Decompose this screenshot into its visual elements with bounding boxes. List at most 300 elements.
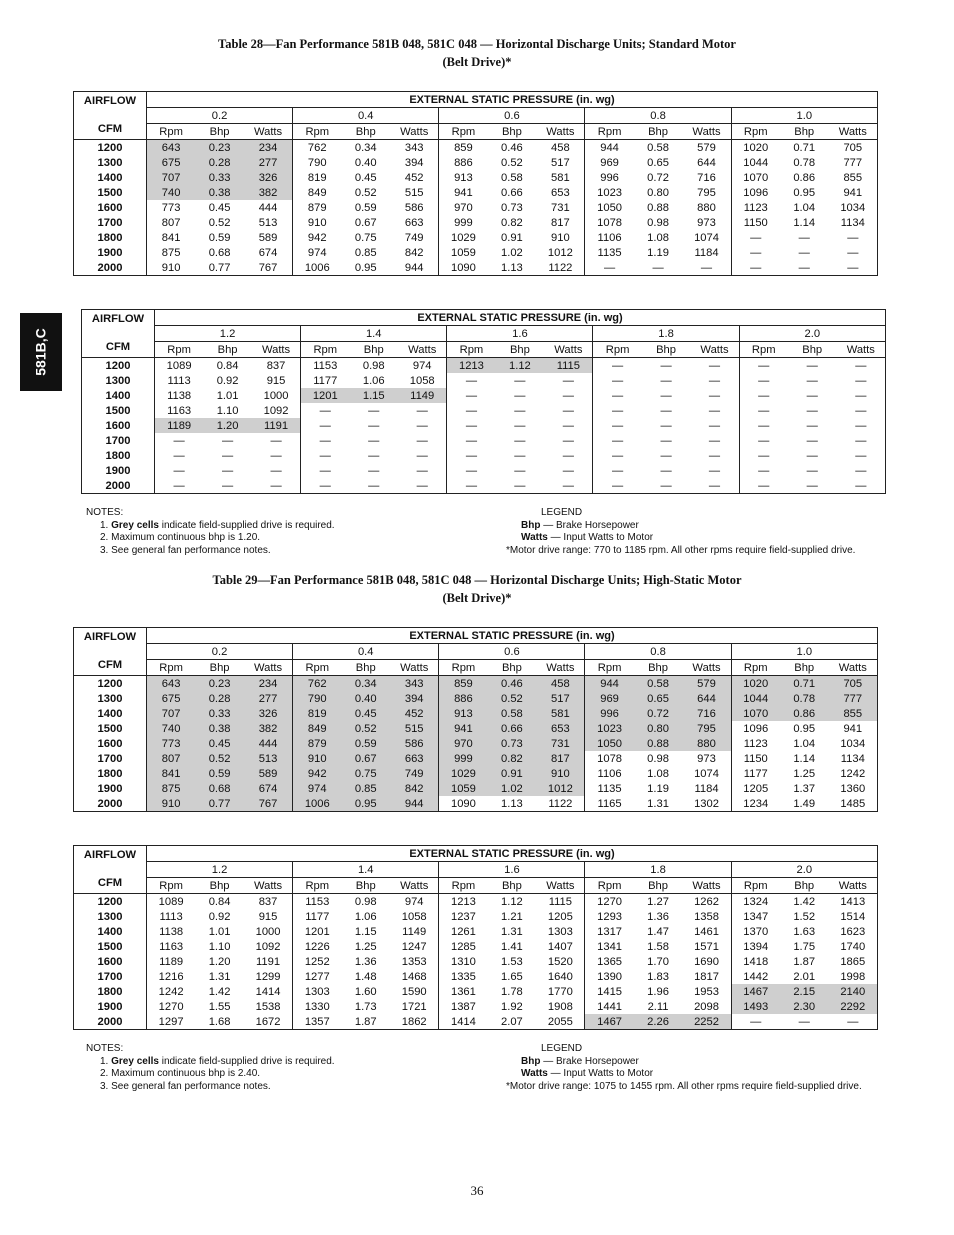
pressure-header: 2.0 xyxy=(731,862,877,878)
table-cell: 1149 xyxy=(402,925,427,938)
table-cell: 1234 xyxy=(731,796,780,812)
table-cell: — xyxy=(221,449,234,462)
table-cell: 1.10 xyxy=(208,940,231,953)
table-cell: 0.77 xyxy=(195,796,244,812)
airflow-spacer xyxy=(82,326,155,342)
legend-bhp-key: Bhp xyxy=(521,519,541,531)
table-cell: 1149 xyxy=(398,388,447,403)
table-cell: 807 xyxy=(161,216,181,229)
table-cell: — xyxy=(660,419,672,432)
legend-bhp-desc: — Brake Horsepower xyxy=(540,1055,639,1067)
table-row xyxy=(74,909,878,924)
column-header-bhp: Bhp xyxy=(488,878,537,894)
column-header-watts: Watts xyxy=(682,878,731,894)
column-header-watts: Watts xyxy=(829,124,878,140)
table-cell: 767 xyxy=(258,261,278,274)
table-cell: — xyxy=(708,374,721,387)
pressure-header: 0.6 xyxy=(439,108,585,124)
table-cell: 1.73 xyxy=(354,1000,377,1013)
column-header-rpm: Rpm xyxy=(439,124,488,140)
table-cell: 0.91 xyxy=(488,766,537,781)
table-cell: — xyxy=(739,448,788,463)
pressure-header: 1.2 xyxy=(147,862,293,878)
table-cell: 1.41 xyxy=(501,940,523,953)
table-cell: — xyxy=(708,419,721,432)
cfm-value: 2000 xyxy=(74,796,147,812)
table-cell: 1123 xyxy=(731,200,780,215)
table-cell: 969 xyxy=(585,155,634,170)
table-cell: — xyxy=(416,449,428,462)
table-cell: 0.59 xyxy=(208,231,231,244)
table-cell: 234 xyxy=(244,676,293,692)
cfm-value: 1600 xyxy=(74,954,147,969)
table-row xyxy=(74,1014,878,1030)
table-cell: 1090 xyxy=(439,260,488,276)
column-header-bhp: Bhp xyxy=(788,342,837,358)
table-cell: 996 xyxy=(585,170,634,185)
column-header-watts: Watts xyxy=(837,342,886,358)
table-cell: 910 xyxy=(147,796,196,812)
table-cell: 1.27 xyxy=(647,895,669,908)
table-cell: 1467 xyxy=(731,984,780,999)
pressure-header: 0.8 xyxy=(585,644,731,660)
table-cell: 1122 xyxy=(548,797,573,810)
table-cell: 0.72 xyxy=(634,706,683,721)
table-cell: 0.98 xyxy=(647,216,669,229)
table-cell: 749 xyxy=(404,231,424,244)
pressure-header: 1.4 xyxy=(293,862,439,878)
table-cell: 842 xyxy=(404,246,424,259)
table-cell: 0.46 xyxy=(501,141,523,154)
table-cell: 1177 xyxy=(301,373,350,388)
column-header-rpm: Rpm xyxy=(147,660,196,676)
table-cell: 1189 xyxy=(155,418,204,433)
table-cell: — xyxy=(514,404,526,417)
table-cell: 999 xyxy=(439,215,488,230)
table-cell: 705 xyxy=(829,676,878,692)
table-cell: 1341 xyxy=(585,939,634,954)
table-cell: 1000 xyxy=(255,925,281,938)
table-cell: 1034 xyxy=(840,737,866,750)
table-cell: 0.23 xyxy=(195,140,244,156)
table-cell: 1.20 xyxy=(208,955,231,968)
table-cell: 762 xyxy=(293,140,342,156)
table-cell: 0.77 xyxy=(208,261,231,274)
table-cell: 0.91 xyxy=(501,231,523,244)
table-cell: 663 xyxy=(404,216,424,229)
table-cell: 0.33 xyxy=(195,706,244,721)
table-cell: 517 xyxy=(551,156,570,169)
legend-heading: LEGEND xyxy=(541,507,583,518)
table-cell: 0.58 xyxy=(501,171,523,184)
cfm-value: 1400 xyxy=(74,170,147,185)
table-cell: 589 xyxy=(244,766,293,781)
table-cell: 343 xyxy=(404,141,424,154)
column-header-rpm: Rpm xyxy=(301,342,350,358)
cfm-value: 1600 xyxy=(74,736,147,751)
table-cell: — xyxy=(173,464,185,477)
table-cell: — xyxy=(221,434,234,447)
cfm-value: 1900 xyxy=(74,781,147,796)
table-cell: 973 xyxy=(697,216,716,229)
table-cell: 0.82 xyxy=(501,216,523,229)
table-row xyxy=(74,766,878,781)
note-1-bold: Grey cells xyxy=(111,519,159,531)
table-cell: 1270 xyxy=(585,894,634,910)
table-cell: — xyxy=(368,479,380,492)
table-cell: 1.55 xyxy=(208,1000,231,1013)
table-cell: — xyxy=(368,404,380,417)
table-cell: — xyxy=(301,418,350,433)
table-cell: 1.87 xyxy=(354,1015,377,1028)
table-cell: — xyxy=(221,479,234,492)
table-cell: 1023 xyxy=(585,185,634,200)
table-cell: 849 xyxy=(293,185,342,200)
table-cell: — xyxy=(855,449,867,462)
column-header-watts: Watts xyxy=(252,342,301,358)
table-cell: — xyxy=(368,464,380,477)
table-cell: 1020 xyxy=(731,676,780,692)
table-cell: 1.83 xyxy=(647,970,669,983)
table-cell: — xyxy=(562,479,574,492)
table-cell: 586 xyxy=(404,201,424,214)
notes-block-1 xyxy=(86,507,335,557)
table-cell: — xyxy=(593,418,642,433)
table-cell: — xyxy=(806,374,818,387)
table-row xyxy=(74,245,878,260)
table-cell: 0.28 xyxy=(195,691,244,706)
table-cell: 0.46 xyxy=(488,676,537,692)
table-cell: 1.58 xyxy=(647,940,669,953)
note-2: 2. Maximum continuous bhp is 1.20. xyxy=(100,532,261,543)
pressure-header: 1.2 xyxy=(155,326,301,342)
table-cell: 859 xyxy=(439,676,488,692)
table-cell: — xyxy=(708,464,721,477)
table-cell: 707 xyxy=(147,706,196,721)
table-cell: — xyxy=(731,245,780,260)
table-cell: 343 xyxy=(390,676,439,692)
note-3: 3. See general fan performance notes. xyxy=(100,1080,271,1092)
table-cell: 1418 xyxy=(731,954,780,969)
table-cell: 1330 xyxy=(293,999,342,1014)
table-cell: — xyxy=(652,261,664,274)
table-cell: — xyxy=(708,434,721,447)
table-cell: 941 xyxy=(439,185,488,200)
table-cell: — xyxy=(731,260,780,276)
table-cell: 326 xyxy=(244,706,293,721)
table-cell: 1138 xyxy=(167,389,192,402)
table-cell: 1414 xyxy=(439,1014,488,1030)
table-cell: 515 xyxy=(404,186,424,199)
column-header-bhp: Bhp xyxy=(488,660,537,676)
table-cell: 716 xyxy=(697,171,716,184)
table-cell: — xyxy=(731,1014,780,1030)
table-cell: 842 xyxy=(390,781,439,796)
table-cell: 653 xyxy=(536,721,585,736)
cfm-label: CFM xyxy=(82,342,155,358)
table-cell: 913 xyxy=(439,170,488,185)
column-header-watts: Watts xyxy=(544,342,593,358)
table-cell: 1123 xyxy=(731,736,780,751)
table-cell: 0.45 xyxy=(208,201,231,214)
table-cell: 0.59 xyxy=(341,736,390,751)
pressure-header: 1.6 xyxy=(439,862,585,878)
legend-bhp-key: Bhp xyxy=(521,1055,541,1067)
table-cell: 1177 xyxy=(731,766,780,781)
table-cell: 1006 xyxy=(293,260,342,276)
table-cell: 675 xyxy=(147,155,196,170)
table-cell: — xyxy=(562,419,574,432)
table-cell: 1.21 xyxy=(501,910,523,923)
table-cell: 1310 xyxy=(439,954,488,969)
column-header-watts: Watts xyxy=(244,124,293,140)
table-cell: 1.63 xyxy=(793,925,816,938)
pressure-header: 0.6 xyxy=(439,644,585,660)
table-cell: 0.58 xyxy=(647,141,669,154)
table-cell: 915 xyxy=(258,910,278,923)
table-cell: 0.88 xyxy=(647,201,669,214)
table-cell: 1.92 xyxy=(501,1000,523,1013)
table-cell: 382 xyxy=(244,185,293,200)
column-header-watts: Watts xyxy=(829,878,878,894)
table-cell: 513 xyxy=(258,216,278,229)
table28-title xyxy=(0,35,954,71)
cfm-value: 1800 xyxy=(74,230,147,245)
table-cell: — xyxy=(847,246,859,259)
table-cell: 1.14 xyxy=(793,216,816,229)
table-cell: — xyxy=(660,449,672,462)
table-cell: 517 xyxy=(536,691,585,706)
table-cell: 1034 xyxy=(840,201,866,214)
table-cell: 1029 xyxy=(439,766,488,781)
table-cell: 1134 xyxy=(840,216,865,229)
pressure-header: 0.4 xyxy=(293,644,439,660)
table-cell: — xyxy=(270,449,282,462)
table-cell: 1058 xyxy=(409,374,435,387)
table-cell: 1317 xyxy=(585,924,634,939)
table-cell: 1.14 xyxy=(793,752,816,765)
table-cell: 1538 xyxy=(255,1000,281,1013)
table29-title-line2: (Belt Drive)* xyxy=(442,591,512,605)
table-cell: 1335 xyxy=(439,969,488,984)
table-cell: 1184 xyxy=(694,246,719,259)
table-cell: 0.52 xyxy=(195,751,244,766)
table-cell: — xyxy=(301,463,350,478)
table-cell: 1590 xyxy=(401,985,427,998)
table-cell: 653 xyxy=(551,186,570,199)
table-cell: 913 xyxy=(439,706,488,721)
table-cell: 0.95 xyxy=(341,796,390,812)
table-row xyxy=(74,230,878,245)
table-cell: — xyxy=(173,434,185,447)
table-cell: 1.06 xyxy=(362,374,385,387)
table-cell: 0.73 xyxy=(501,201,523,214)
table-cell: — xyxy=(708,479,721,492)
table-row xyxy=(74,155,878,170)
table-cell: — xyxy=(855,374,867,387)
pressure-header: 1.8 xyxy=(585,862,731,878)
table-cell: 941 xyxy=(843,186,863,199)
cfm-label: CFM xyxy=(74,660,147,676)
fan-table-highstatic-high xyxy=(73,845,878,1030)
table-cell: 515 xyxy=(390,721,439,736)
column-header-rpm: Rpm xyxy=(147,124,196,140)
table-cell: 996 xyxy=(585,706,634,721)
note-2: 2. Maximum continuous bhp is 2.40. xyxy=(100,1068,261,1079)
table-cell: 277 xyxy=(244,691,293,706)
column-header-rpm: Rpm xyxy=(293,660,342,676)
column-header-bhp: Bhp xyxy=(195,660,244,676)
table-row xyxy=(82,433,886,448)
esp-header: EXTERNAL STATIC PRESSURE (in. wg) xyxy=(147,628,878,644)
table-cell: 513 xyxy=(244,751,293,766)
notes-heading: NOTES: xyxy=(86,1043,124,1054)
fan-table-standard-high xyxy=(81,309,886,494)
column-header-bhp: Bhp xyxy=(341,124,390,140)
column-header-bhp: Bhp xyxy=(195,124,244,140)
table-cell: — xyxy=(514,449,526,462)
table-cell: — xyxy=(221,464,234,477)
table-cell: 1.25 xyxy=(354,940,377,953)
table-cell: 0.52 xyxy=(354,186,377,199)
table-cell: 1.04 xyxy=(793,201,816,214)
table-cell: 817 xyxy=(536,751,585,766)
table-cell: 2.30 xyxy=(780,999,829,1014)
table-cell: 1122 xyxy=(548,261,573,274)
table-cell: 0.40 xyxy=(354,156,377,169)
table-cell: 1135 xyxy=(585,245,634,260)
table-cell: 0.92 xyxy=(208,910,231,923)
cfm-value: 2000 xyxy=(82,478,155,494)
table29-title-line1: Table 29—Fan Performance 581B 048, 581C 048 — Horizontal Discharge Units; High-Static Motor xyxy=(212,573,742,587)
table-cell: — xyxy=(660,359,672,372)
table-cell: 0.58 xyxy=(488,706,537,721)
table-cell: 1058 xyxy=(401,910,427,923)
table-cell: — xyxy=(660,464,672,477)
table-cell: 0.34 xyxy=(354,141,377,154)
table-cell: 1.13 xyxy=(501,797,523,810)
table-cell: 910 xyxy=(551,231,570,244)
cfm-value: 1400 xyxy=(74,706,147,721)
table-cell: 1.31 xyxy=(647,797,669,810)
table-cell: 1.52 xyxy=(793,910,816,923)
table-cell: 0.84 xyxy=(216,359,239,372)
table-cell: 444 xyxy=(244,736,293,751)
table-cell: 0.85 xyxy=(341,781,390,796)
table-cell: 1012 xyxy=(547,246,573,259)
table-cell: 1770 xyxy=(547,985,573,998)
table-cell: 974 xyxy=(293,781,342,796)
table28-title-line1: Table 28—Fan Performance 581B 048, 581C 048 — Horizontal Discharge Units; Standard Motor xyxy=(218,37,736,51)
table-cell: 2.26 xyxy=(634,1014,683,1030)
table-cell: — xyxy=(855,479,867,492)
pressure-header: 0.2 xyxy=(147,108,293,124)
table-cell: 855 xyxy=(829,706,878,721)
table-cell: — xyxy=(301,403,350,418)
table-cell: 944 xyxy=(404,261,424,274)
table-cell: 382 xyxy=(244,721,293,736)
table-cell: 579 xyxy=(697,141,716,154)
table-cell: 1817 xyxy=(694,970,719,983)
table-cell: 880 xyxy=(682,736,731,751)
table-cell: 1347 xyxy=(731,909,780,924)
column-header-watts: Watts xyxy=(536,124,585,140)
table-cell: 1090 xyxy=(439,796,488,812)
table-cell: 941 xyxy=(439,721,488,736)
table-cell: 970 xyxy=(439,200,488,215)
note-1-number: 1. xyxy=(100,1055,109,1067)
cfm-value: 1300 xyxy=(74,691,147,706)
table-cell: — xyxy=(514,434,526,447)
table-cell: 1299 xyxy=(255,970,281,983)
table-cell: 705 xyxy=(843,141,863,154)
table-cell: 707 xyxy=(147,170,196,185)
table-cell: 841 xyxy=(161,231,181,244)
airflow-label: AIRFLOW xyxy=(74,628,147,644)
column-header-rpm: Rpm xyxy=(585,124,634,140)
table-cell: 1520 xyxy=(547,955,573,968)
table-cell: 1.13 xyxy=(501,261,523,274)
column-header-rpm: Rpm xyxy=(439,878,488,894)
table-cell: 644 xyxy=(697,156,716,169)
cfm-value: 1200 xyxy=(82,358,155,374)
table-cell: 859 xyxy=(439,140,488,156)
table-cell: — xyxy=(562,434,574,447)
cfm-value: 1700 xyxy=(82,433,155,448)
table-cell: 1.31 xyxy=(501,925,523,938)
table-cell: — xyxy=(806,434,818,447)
table-cell: 1.78 xyxy=(501,985,523,998)
table-cell: 1493 xyxy=(731,999,780,1014)
table-cell: — xyxy=(855,389,867,402)
cfm-value: 1700 xyxy=(74,215,147,230)
table-cell: 880 xyxy=(697,201,716,214)
cfm-value: 1900 xyxy=(74,245,147,260)
table-cell: 0.59 xyxy=(195,766,244,781)
table-cell: — xyxy=(739,463,788,478)
table-row xyxy=(74,200,878,215)
table-cell: 1407 xyxy=(547,940,573,953)
table-cell: — xyxy=(660,404,672,417)
esp-header: EXTERNAL STATIC PRESSURE (in. wg) xyxy=(155,310,886,326)
table-cell: 1.01 xyxy=(216,389,239,402)
table-cell: 773 xyxy=(161,201,181,214)
table-cell: — xyxy=(739,388,788,403)
pressure-header: 1.0 xyxy=(731,644,877,660)
table-cell: — xyxy=(855,434,867,447)
cfm-value: 1300 xyxy=(74,909,147,924)
table-cell: 1226 xyxy=(293,939,342,954)
table-row xyxy=(82,358,886,374)
table-row xyxy=(74,721,878,736)
column-header-watts: Watts xyxy=(390,878,439,894)
table-cell: 452 xyxy=(390,706,439,721)
airflow-label: AIRFLOW xyxy=(74,846,147,862)
table-cell: 1.47 xyxy=(647,925,669,938)
table-cell: 1261 xyxy=(439,924,488,939)
table-cell: 0.98 xyxy=(354,895,377,908)
table-cell: 1.10 xyxy=(216,404,239,417)
table-cell: 452 xyxy=(404,171,424,184)
cfm-value: 1500 xyxy=(82,403,155,418)
table-cell: 0.85 xyxy=(354,246,377,259)
table-cell: — xyxy=(173,479,185,492)
airflow-label: AIRFLOW xyxy=(82,310,155,326)
table-cell: — xyxy=(593,433,642,448)
notes-heading: NOTES: xyxy=(86,507,124,518)
table-cell: 777 xyxy=(829,691,878,706)
table-row xyxy=(74,924,878,939)
